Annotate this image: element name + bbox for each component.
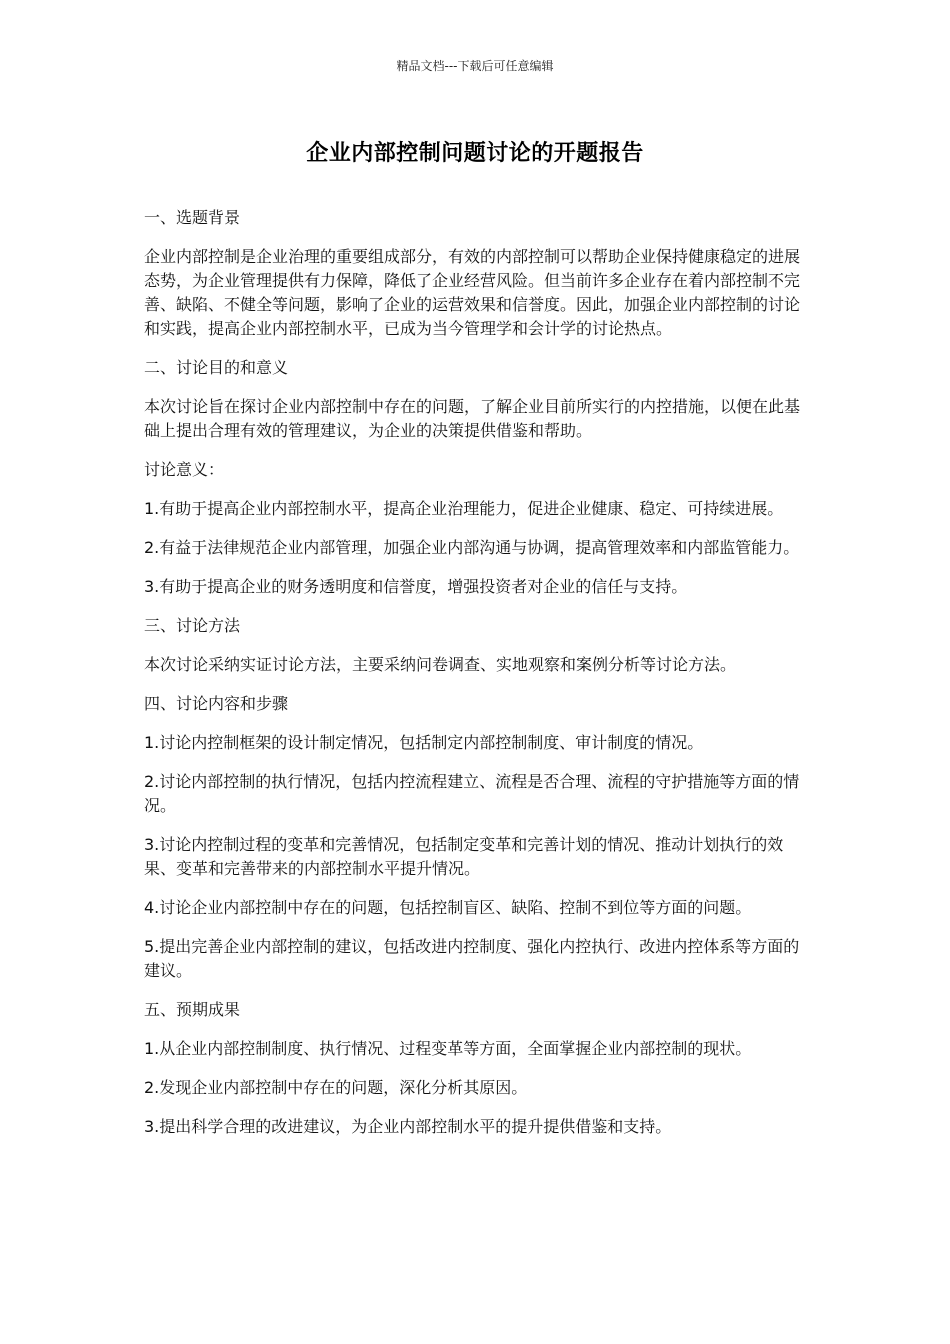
paragraph-method: 本次讨论采纳实证讨论方法，主要采纳问卷调查、实地观察和案例分析等讨论方法。 — [144, 655, 737, 674]
list-item-result-1: 1.从企业内部控制制度、执行情况、过程变革等方面，全面掌握企业内部控制的现状。 — [144, 1039, 752, 1058]
section-heading-purpose: 二、讨论目的和意义 — [144, 358, 289, 377]
document-title: 企业内部控制问题讨论的开题报告 — [306, 141, 644, 166]
paragraph-background: 企业内部控制是企业治理的重要组成部分，有效的内部控制可以帮助企业保持健康稳定的进展态势，为企业管理提供有力保障，降低了企业经营风险。但当前许多企业存在着内部控制不完善、缺陷、不健全等问题，影响了企业的运营效果和信誉度。因此，加强企业内部控制的讨论和实践，提高企业内部控制水平，已成为当今管理学和会计学的讨论热点。 — [144, 247, 801, 338]
list-item-significance-1: 1.有助于提高企业内部控制水平，提高企业治理能力，促进企业健康、稳定、可持续进展。 — [144, 499, 784, 518]
list-item-content-2: 2.讨论内部控制的执行情况，包括内控流程建立、流程是否合理、流程的守护措施等方面的情况。 — [144, 772, 800, 815]
document-body — [144, 206, 812, 1154]
section-heading-background: 一、选题背景 — [144, 208, 241, 227]
paragraph-purpose: 本次讨论旨在探讨企业内部控制中存在的问题，了解企业目前所实行的内控措施，以便在此基础上提出合理有效的管理建议，为企业的决策提供借鉴和帮助。 — [144, 397, 801, 440]
list-item-content-5: 5.提出完善企业内部控制的建议，包括改进内控制度、强化内控执行、改进内控体系等方面的建议。 — [144, 937, 800, 980]
section-heading-method: 三、讨论方法 — [144, 616, 241, 635]
list-item-content-1: 1.讨论内控制框架的设计制定情况，包括制定内部控制制度、审计制度的情况。 — [144, 733, 704, 752]
list-item-significance-3: 3.有助于提高企业的财务透明度和信誉度，增强投资者对企业的信任与支持。 — [144, 577, 688, 596]
header-note: 精品文档---下载后可任意编辑 — [396, 59, 554, 73]
section-heading-content-steps: 四、讨论内容和步骤 — [144, 694, 289, 713]
list-item-content-3: 3.讨论内控制过程的变革和完善情况，包括制定变革和完善计划的情况、推动计划执行的效果、变革和完善带来的内部控制水平提升情况。 — [144, 835, 784, 878]
list-item-content-4: 4.讨论企业内部控制中存在的问题，包括控制盲区、缺陷、控制不到位等方面的问题。 — [144, 898, 752, 917]
list-item-result-2: 2.发现企业内部控制中存在的问题，深化分析其原因。 — [144, 1078, 528, 1097]
list-item-significance-2: 2.有益于法律规范企业内部管理，加强企业内部沟通与协调，提高管理效率和内部监管能力。 — [144, 538, 800, 557]
list-item-result-3: 3.提出科学合理的改进建议，为企业内部控制水平的提升提供借鉴和支持。 — [144, 1117, 672, 1136]
subheading-significance: 讨论意义： — [144, 460, 225, 479]
section-heading-expected-results: 五、预期成果 — [144, 1000, 241, 1019]
